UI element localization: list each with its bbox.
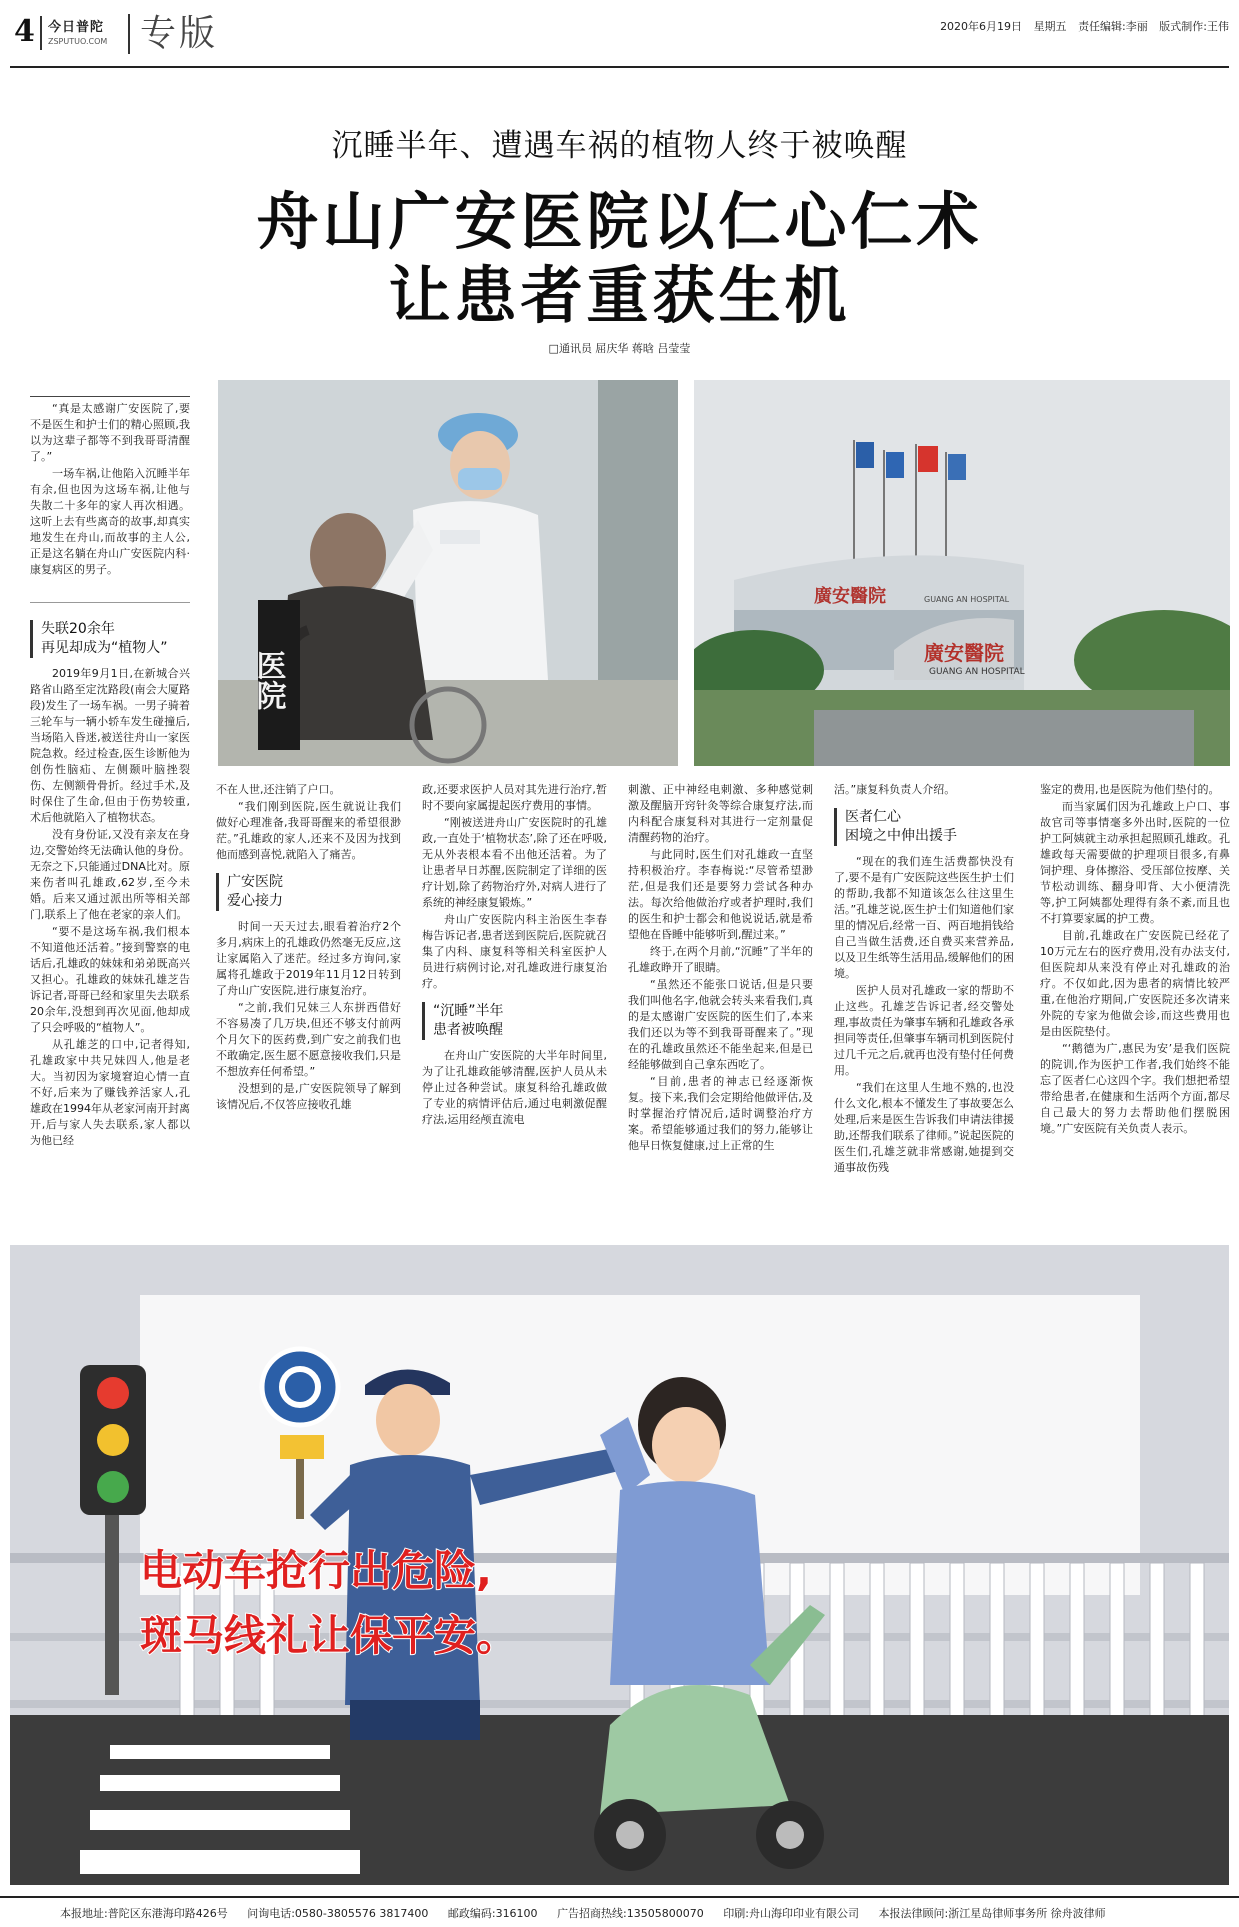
article-paragraph: “‘鹅德为广,惠民为安’是我们医院的院训,作为医护工作者,我们始终不能忘了医者仁心这四个字。我们想把希望带给患者,在健康和生活两个方面,都尽自己最大的努力去帮助他们摆脱困境。”广安医院有关负责人表示。 bbox=[1040, 1042, 1230, 1135]
intro-paragraph: 一场车祸,让他陷入沉睡半年有余,但也因为这场车祸,让他与失散二十多年的家人再次相遇。这听上去有些离奇的故事,却真实地发生在舟山,而故事的主人公,正是这名躺在舟山广安医院内科·康复病区的男子。 bbox=[30, 467, 190, 576]
page-footer bbox=[0, 1896, 1239, 1927]
headline-title-line2: 让患者重获生机 bbox=[388, 259, 851, 332]
wheelchair-label: 医院 bbox=[250, 650, 286, 710]
footer-info bbox=[60, 1905, 1122, 1921]
building-sign-cn: 廣安醫院 bbox=[814, 586, 886, 607]
article-paragraph: 与此同时,医生们对孔雄政一直坚持积极治疗。李春梅说:“尽管希望渺茫,但是我们还是要努力尝试各种办法。每次给他做治疗或者护理时,我们的医生和护士都会和他说说话,就是希望他在昏睡中能够听到,醒过来。” bbox=[628, 848, 813, 941]
footer-address: 本报地址:普陀区东港海印路426号 bbox=[60, 1907, 228, 1920]
column-3 bbox=[422, 782, 607, 1129]
article-paragraph: “虽然还不能张口说话,但是只要我们叫他名字,他就会转头来看我们,真的是太感谢广安医院的医生们了,本来我们还以为等不到我哥哥醒来了。”现在的孔雄政虽然还不能坐起来,但是已经能够做到自己拿东西吃了。 bbox=[628, 978, 813, 1071]
article-paragraph: “我们在这里人生地不熟的,也没什么文化,根本不懂发生了事故要怎么处理,后来是医生告诉我们申请法律援助,还帮我们联系了律师。”说起医院的医生们,孔雄芝就非常感谢,她提到交通事故伤残 bbox=[834, 1081, 1014, 1174]
article-paragraph: 鉴定的费用,也是医院为他们垫付的。 bbox=[1040, 783, 1220, 796]
footer-printer: 印刷:舟山海印印业有限公司 bbox=[723, 1907, 859, 1920]
photo-nurse-patient bbox=[218, 380, 678, 766]
article-paragraph: “我们刚到医院,医生就说让我们做好心理准备,我哥哥醒来的希望很渺茫。”孔雄政的家人,还来不及因为找到他而感到喜悦,就陷入了痛苦。 bbox=[216, 800, 401, 861]
page-number: 4 bbox=[14, 14, 35, 49]
article-paragraph: “目前,患者的神志已经逐渐恢复。接下来,我们会定期给他做评估,及时掌握治疗情况后,适时调整治疗方案。希望能够通过我们的努力,能够让他早日恢复健康,过上正常的生 bbox=[628, 1075, 813, 1152]
article-paragraph: 政,还要求医护人员对其先进行治疗,暂时不要向家属提起医疗费用的事情。 bbox=[422, 783, 607, 812]
photo-hospital-exterior bbox=[694, 380, 1230, 766]
article-paragraph: 刺激、正中神经电刺激、多种感觉刺激及醒脑开窍针灸等综合康复疗法,而内科配合康复科对其进行一定剂量促清醒药物的治疗。 bbox=[628, 783, 813, 844]
section-name: 专版 bbox=[128, 14, 218, 54]
poster-illustration bbox=[10, 1245, 1229, 1885]
newspaper-logo bbox=[40, 16, 120, 50]
issue-meta bbox=[932, 18, 1229, 34]
article-paragraph: 没想到的是,广安医院领导了解到该情况后,不仅答应接收孔雄 bbox=[216, 1082, 401, 1111]
article-paragraph: 终于,在两个月前,“沉睡”了半年的孔雄政睁开了眼睛。 bbox=[628, 945, 813, 974]
header-rule bbox=[10, 66, 1229, 68]
byline: □通讯员 屈庆华 蒋晗 吕莹莹 bbox=[548, 342, 691, 355]
column-4 bbox=[628, 782, 813, 1155]
gate-sign-cn: 廣安醫院 bbox=[924, 641, 1004, 665]
hospital-illustration bbox=[694, 380, 1230, 766]
intro-block bbox=[30, 396, 190, 579]
headline-subtitle: 沉睡半年、遭遇车祸的植物人终于被唤醒 bbox=[331, 128, 908, 164]
footer-postcode: 邮政编码:316100 bbox=[447, 1907, 538, 1920]
section-heading-line: 爱心接力 bbox=[227, 893, 283, 909]
issue-date: 2020年6月19日 bbox=[940, 20, 1023, 33]
section-heading-1 bbox=[30, 620, 190, 658]
intro-divider bbox=[30, 602, 190, 603]
designer-credit: 版式制作:王伟 bbox=[1159, 20, 1229, 33]
issue-weekday: 星期五 bbox=[1033, 20, 1067, 33]
article-paragraph: 没有身份证,又没有亲友在身边,交警始终无法确认他的身份。无奈之下,只能通过DNA比对。原来伤者叫孔雄政,62岁,至今未婚。后来又通过派出所等相关部门,联系上了他在老家的亲人们。 bbox=[30, 828, 190, 921]
column-1 bbox=[30, 610, 190, 1150]
logo-text: 今日普陀 bbox=[48, 20, 105, 35]
section-heading-line: 再见却成为“植物人” bbox=[41, 640, 168, 656]
section-heading-line: 失联20余年 bbox=[41, 621, 115, 637]
section-heading-line: “沉睡”半年 bbox=[433, 1003, 504, 1019]
article-paragraph: 医护人员对孔雄政一家的帮助不止这些。孔雄芝告诉记者,经交警处理,事故责任为肇事车辆和孔雄政各承担同等责任,但肇事车辆司机到医院付过几千元之后,就再也没有垫付任何费用。 bbox=[834, 984, 1014, 1077]
footer-phone: 问询电话:0580-3805576 3817400 bbox=[247, 1907, 429, 1920]
article-paragraph: “要不是这场车祸,我们根本不知道他还活着。”接到警察的电话后,孔雄政的妹妹和弟弟既高兴又担心。孔雄政的妹妹孔雄芝告诉记者,哥哥已经和家里失去联系20余年,没想到再次见面,他却成了只会呼吸的“植物人”。 bbox=[30, 925, 190, 1034]
footer-ads: 广告招商热线:13505800070 bbox=[557, 1907, 704, 1920]
article-paragraph: 2019年9月1日,在新城合兴路省山路至定沈路段(南会大厦路段)发生了一场车祸。一男子骑着三轮车与一辆小轿车发生碰撞后,当场陷入昏迷,被送往舟山一家医院急救。经过检查,医生诊断他为创伤性脑疝、左侧颞叶脑挫裂伤、左侧额骨骨折。经过手术,及时保住了生命,但由于伤势较重,术后他就陷入了植物状态。 bbox=[30, 667, 190, 824]
poster-slogan-line2: 斑马线礼让保平安。 bbox=[140, 1611, 519, 1660]
headline-title-line1: 舟山广安医院以仁心仁术 bbox=[256, 185, 983, 258]
poster-slogan-line1: 电动车抢行出危险, bbox=[140, 1546, 492, 1595]
article-paragraph: 舟山广安医院内科主治医生李春梅告诉记者,患者送到医院后,医院就召集了内科、康复科等相关科室医护人员进行病例讨论,对孔雄政进行康复治疗。 bbox=[422, 913, 607, 990]
article-paragraph: “刚被送进舟山广安医院时的孔雄政,一直处于‘植物状态’,除了还在呼吸,无从外表根本看不出他还活着。为了让患者早日苏醒,医院制定了详细的医疗计划,除了药物治疗外,对病人进行了系统的神经康复锻炼。” bbox=[422, 816, 607, 909]
masthead bbox=[0, 0, 1239, 70]
section-heading-line: 医者仁心 bbox=[845, 809, 901, 825]
section-heading-3 bbox=[422, 1002, 607, 1040]
article-paragraph: 而当家属们因为孔雄政上户口、事故官司等事情毫多外出时,医院的一位护工阿姨就主动承担起照顾孔雄政。孔雄政每天需要做的护理项目很多,有鼻饲护理、身体擦浴、受压部位按摩、关节松动训练、翻身叩背、大小便清洗等,护工阿姨都处理得有条不紊,而且也不打算要家属的护工费。 bbox=[1040, 800, 1230, 925]
logo-url: ZSPUTUO.COM bbox=[48, 37, 108, 46]
article-paragraph: 在舟山广安医院的大半年时间里,为了让孔雄政能够清醒,医护人员从未停止过各种尝试。康复科给孔雄政做了专业的病情评估后,通过电刺激促醒疗法,运用经颅直流电 bbox=[422, 1049, 607, 1126]
section-heading-4 bbox=[834, 808, 1014, 846]
column-2 bbox=[216, 782, 401, 1114]
section-heading-line: 患者被唤醒 bbox=[433, 1022, 503, 1038]
section-heading-line: 广安医院 bbox=[227, 874, 283, 890]
article-paragraph: 目前,孔雄政在广安医院已经花了10万元左右的医疗费用,没有办法支付,但医院却从来没有停止对孔雄政的治疗。不仅如此,因为患者的病情比较严重,在他治疗期间,广安医院还多次请来外院的专家为他做会诊,而这些费用也是由医院垫付。 bbox=[1040, 929, 1230, 1038]
section-heading-line: 困境之中伸出援手 bbox=[845, 828, 957, 844]
article-paragraph: 从孔雄芝的口中,记者得知,孔雄政家中共兄妹四人,他是老大。当初因为家境窘迫心情一直不好,后来为了赚钱养活家人,孔雄政在1994年从老家河南开封离开,后与家人失去联系,家人都以为他已经 bbox=[30, 1038, 190, 1147]
building-sign-en: GUANG AN HOSPITAL bbox=[924, 595, 1010, 604]
column-5 bbox=[834, 782, 1014, 1177]
section-heading-2 bbox=[216, 873, 401, 911]
column-6 bbox=[1040, 782, 1230, 1138]
traffic-safety-poster bbox=[10, 1245, 1229, 1885]
article-paragraph: 时间一天天过去,眼看着治疗2个多月,病床上的孔雄政仍然毫无反应,这让家属陷入了迷茫。经过多方询问,家属将孔雄政于2019年11月12日转到了舟山广安医院,进行康复治疗。 bbox=[216, 920, 401, 997]
article-paragraph: 不在人世,还注销了户口。 bbox=[216, 783, 341, 796]
article-paragraph: “之前,我们兄妹三人东拼西借好不容易凑了几万块,但还不够支付前两个月欠下的医药费,到广安之前我们也不敢确定,医生愿不愿意接收我们,只是不想放弃任何希望。” bbox=[216, 1001, 401, 1078]
nurse-patient-illustration bbox=[218, 380, 678, 766]
footer-lawyer: 本报法律顾问:浙江星岛律师事务所 徐舟波律师 bbox=[878, 1907, 1106, 1920]
article-paragraph: “现在的我们连生活费都快没有了,要不是有广安医院这些医生护士们的帮助,我都不知道该怎么往这里生活。”孔雄芝说,医生护士们知道他们家里的情况后,经常一百、两百地捐钱给自己当做生活费,还自费买来营养品,以及卫生纸等生活用品,缓解他们的困境。 bbox=[834, 855, 1014, 980]
article-paragraph: 活。”康复科负责人介绍。 bbox=[834, 783, 956, 796]
editor-credit: 责任编辑:李丽 bbox=[1078, 20, 1148, 33]
intro-paragraph: “真是太感谢广安医院了,要不是医生和护士们的精心照顾,我以为这辈子都等不到我哥哥清醒了。” bbox=[30, 402, 190, 463]
gate-sign-en: GUANG AN HOSPITAL bbox=[929, 667, 1025, 677]
